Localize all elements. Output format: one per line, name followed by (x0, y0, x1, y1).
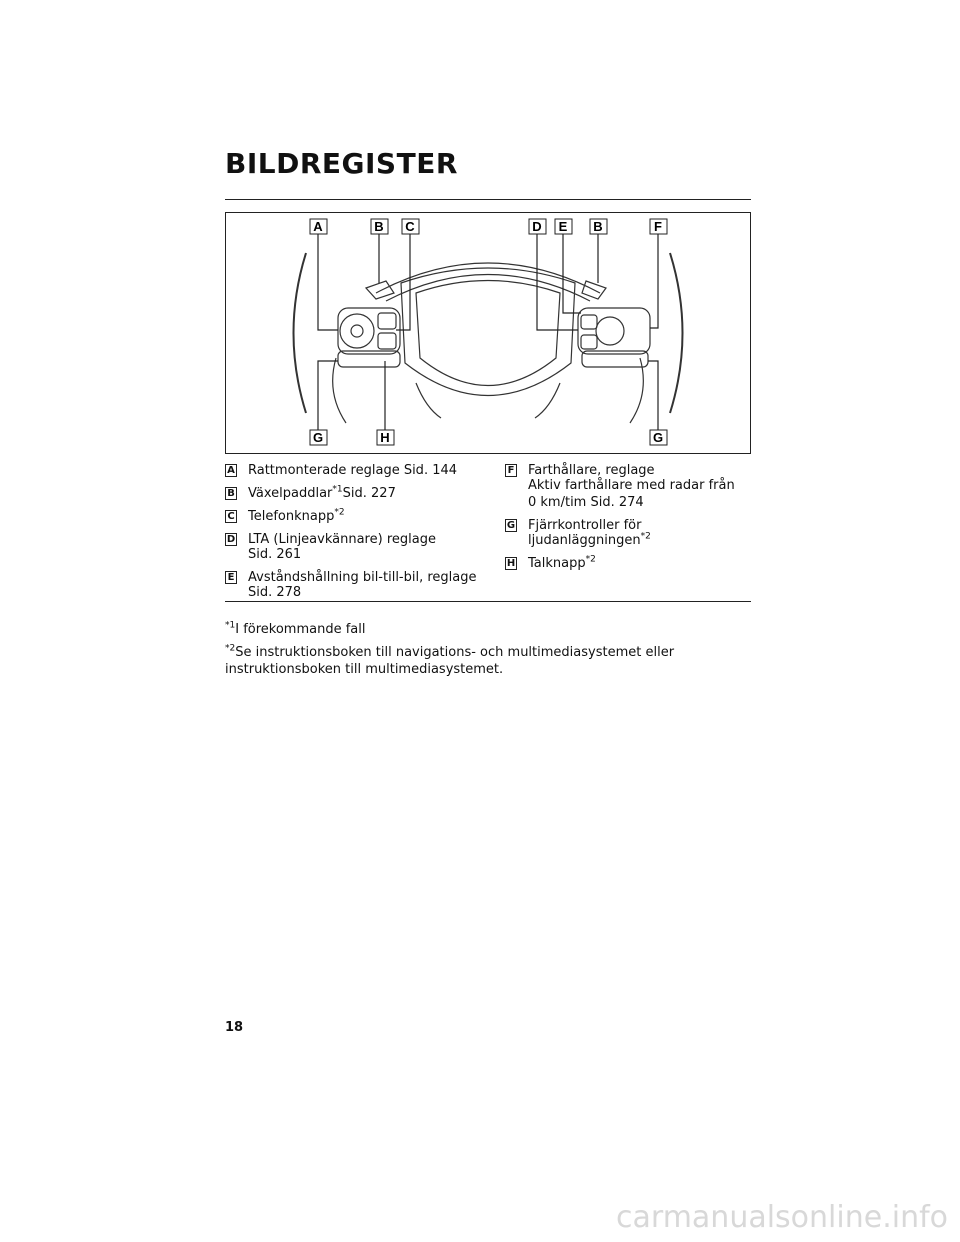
footnote-mark: *2 (640, 531, 651, 542)
footnote-mark: *1 (225, 620, 236, 631)
legend-page-ref: Sid. 227 (342, 486, 396, 501)
legend-text: Avståndshållning bil-till-bil, reglage (248, 570, 477, 585)
legend-item-g (505, 518, 751, 548)
figure-label-g-left: G (312, 430, 324, 445)
legend-page-ref: 0 km/tim Sid. 274 (528, 495, 644, 510)
legend-item-f (505, 463, 751, 510)
steering-wheel-figure (225, 212, 751, 454)
footnote-text: Se instruktionsboken till navigations- och multimediasystemet eller instruktionsboken till multimediasystemet. (225, 645, 675, 677)
figure-label-d: D (532, 219, 542, 234)
legend-item-a (225, 463, 480, 478)
legend-page-ref: Sid. 261 (248, 547, 302, 562)
figure-label-f: F (654, 219, 662, 234)
footnote-divider (225, 601, 751, 602)
legend-text-2: Aktiv farthållare med radar från (528, 478, 735, 493)
legend-text: LTA (Linjeavkännare) reglage (248, 532, 436, 547)
legend-text: Fjärrkontroller för (528, 518, 642, 533)
legend-key: E (225, 571, 237, 584)
legend-right (505, 463, 751, 579)
legend-item-b (225, 486, 480, 501)
legend-key: G (506, 520, 516, 531)
legend-page-ref: Sid. 278 (248, 585, 302, 600)
legend-text: Farthållare, reglage (528, 463, 655, 478)
page-number: 18 (225, 1020, 244, 1035)
legend-key: F (505, 464, 517, 477)
legend-text: Rattmonterade reglage Sid. 144 (248, 463, 458, 478)
legend-key: B (225, 487, 237, 500)
figure-label-b: B (374, 219, 384, 234)
figure-label-a: A (313, 219, 323, 234)
page-title: BILDREGISTER (225, 147, 458, 180)
steering-wheel-illustration (226, 213, 750, 453)
figure-label-g-right: G (652, 430, 664, 445)
figure-label-c: C (405, 219, 415, 234)
figure-label-b-right: B (593, 219, 603, 234)
footnote-mark: *2 (225, 643, 236, 654)
label-a-top (310, 219, 327, 234)
footnotes (225, 621, 751, 684)
legend-key: D (226, 534, 236, 545)
legend-key: H (506, 558, 516, 569)
footnote-mark: *1 (332, 484, 343, 495)
footnote-mark: *2 (334, 507, 345, 518)
title-divider (225, 199, 751, 200)
figure-label-e: E (558, 219, 568, 234)
legend-item-h (505, 556, 751, 571)
footnote-text: I förekommande fall (235, 622, 366, 637)
legend-text-2: ljudanläggningen (528, 533, 641, 548)
footnote-2 (225, 644, 751, 678)
legend-text: Telefonknapp (248, 509, 335, 524)
legend-item-c (225, 509, 480, 524)
legend-key: A (225, 464, 237, 477)
legend-left (225, 463, 480, 608)
legend-text: Talknapp (528, 556, 586, 571)
legend-text: Växelpaddlar (248, 486, 333, 501)
legend-item-d (225, 532, 480, 562)
footnote-mark: *2 (585, 554, 596, 565)
legend-key: C (225, 510, 237, 523)
watermark: carmanualsonline.info (616, 1200, 948, 1235)
footnote-1 (225, 621, 751, 638)
figure-label-h: H (380, 430, 390, 445)
legend-item-e (225, 570, 480, 600)
